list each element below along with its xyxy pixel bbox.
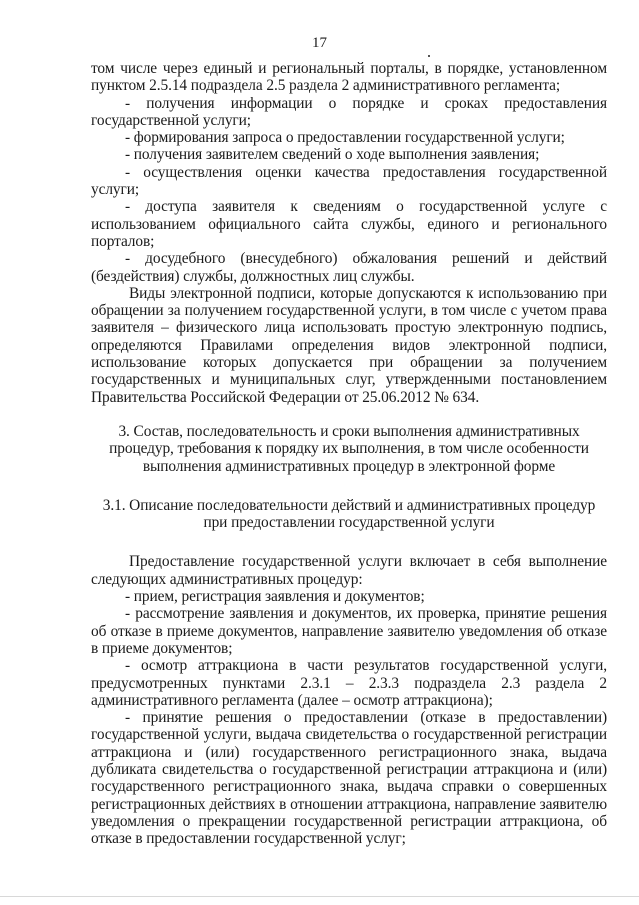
- list-item: - прием, регистрация заявления и документов;: [125, 588, 425, 606]
- list-item: - осмотр аттракциона в части результатов государственной услуги, предусмотренных пунктами 2.3.1 – 2.3.3 подраздела 2.3 раздела 2 административного регламента (далее – осмотр аттракциона);: [91, 657, 607, 709]
- section-3-1-heading: [91, 497, 607, 532]
- list-item: - досудебного (внесудебного) обжалования решений и действий (бездействия) службы, должностных лиц службы.: [91, 250, 607, 285]
- document-body: [91, 60, 607, 847]
- list-item: - получения заявителем сведений о ходе выполнения заявления;: [125, 146, 540, 164]
- section-3-heading-text: 3. Состав, последовательность и сроки выполнения административных процедур, требования к порядку их выполнения, в том числе особенности выполнения административных процедур в электронной форме: [109, 422, 589, 475]
- list-item: - осуществления оценки качества предоставления государственной услуги;: [91, 163, 607, 199]
- page-number: 17: [312, 35, 327, 51]
- intro-paragraph: том числе через единый и региональный порталы, в порядке, установленном пунктом 2.5.14 подраздела 2.5 раздела 2 административного регламента;: [91, 60, 607, 95]
- list-item: - принятие решения о предоставлении (отказе в предоставлении) государственной услуги, выдача свидетельства о государственной регистрации аттракциона и (или) государственного регистрационного знака, выдача дубликата свидетельства о государственной регистрации аттракциона и (или) государственного регистрационного знака, выдача справки о совершенных регистрационных действиях в отношении аттракциона, направление заявителю уведомления о прекращении государственной регистрации аттракциона, об отказе в предоставлении государственной услуг;: [91, 709, 607, 848]
- list-item: - получения информации о порядке и сроках предоставления государственной услуги;: [91, 94, 607, 129]
- signature-paragraph: Виды электронной подписи, которые допускаются к использованию при обращении за получением государственной услуги, в том числе с учетом права заявителя – физического лица использовать простую электронную подпись, определяются Правилами определения видов электронной подписи, использование которых допускается при обращении за получением государственных и муниципальных слуг, утвержденными постановлением Правительства Российской Федерации от 25.06.2012 № 634.: [91, 284, 607, 406]
- section-3-heading: [91, 423, 607, 475]
- page-bottom-edge: [0, 896, 639, 897]
- list-item: - доступа заявителя к сведениям о государственной услуге с использованием официального сайта службы, единого и регионального порталов;: [91, 198, 607, 250]
- procedures-intro: Предоставление государственной услуги включает в себя выполнение следующих административных процедур:: [91, 553, 607, 588]
- list-item: - формирования запроса о предоставлении государственной услуги;: [125, 129, 565, 147]
- section-3-1-heading-text: 3.1. Описание последовательности действий и административных процедур при предоставлении государственной услуги: [102, 496, 596, 532]
- scan-artifact: [428, 55, 430, 57]
- list-item: - рассмотрение заявления и документов, их проверка, принятие решения об отказе в приеме документов, направление заявителю уведомления об отказе в приеме документов;: [91, 605, 607, 657]
